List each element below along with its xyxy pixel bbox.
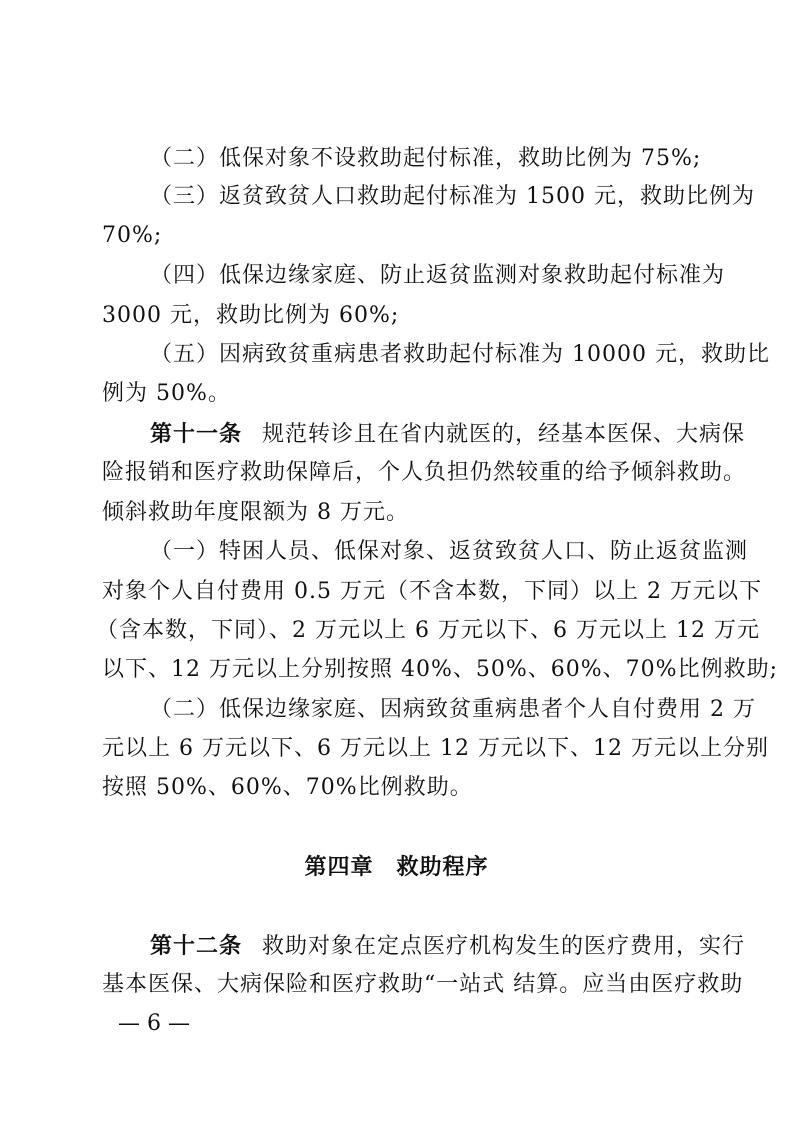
paragraph-line: 以下、12 万元以上分别按照 40%、50%、60%、70%比例救助; <box>102 657 778 682</box>
paragraph-line: 70%; <box>102 223 163 248</box>
article-11-title: 第十一条 <box>150 421 243 447</box>
paragraph-line: 元以上 6 万元以下、6 万元以上 12 万元以下、12 万元以上分别 <box>102 736 769 761</box>
paragraph-line: 对象个人自付费用 0.5 万元（不含本数，下同）以上 2 万元以下 <box>102 579 762 604</box>
article-12-line <box>0 932 793 961</box>
chapter-heading: 第四章 救助程序 <box>304 854 489 880</box>
paragraph-line: 3000 元，救助比例为 60%; <box>102 303 400 328</box>
paragraph-line: （一）特困人员、低保对象、返贫致贫人口、防止返贫监测 <box>150 539 749 564</box>
paragraph-line: （三）返贫致贫人口救助起付标准为 1500 元，救助比例为 <box>150 184 755 209</box>
paragraph-line: （二）低保对象不设救助起付标准，救助比例为 75%; <box>150 146 702 171</box>
paragraph-line: （含本数，下同）、2 万元以上 6 万元以下、6 万元以上 12 万元 <box>96 618 760 643</box>
paragraph-line: 险报销和医疗救助保障后，个人负担仍然较重的给予倾斜救助。 <box>102 460 747 485</box>
article-11-line <box>0 420 793 449</box>
paragraph-line: （五）因病致贫重病患者救助起付标准为 10000 元，救助比 <box>150 342 770 367</box>
paragraph-line: 按照 50%、60%、70%比例救助。 <box>102 775 473 800</box>
paragraph-line: 基本医保、大病保险和医疗救助“一站式 结算。应当由医疗救助 <box>102 972 744 997</box>
paragraph-line: （四）低保边缘家庭、防止返贫监测对象救助起付标准为 <box>150 263 726 288</box>
paragraph-line: 倾斜救助年度限额为 8 万元。 <box>102 500 409 525</box>
article-12-text: 救助对象在定点医疗机构发生的医疗费用，实行 <box>262 934 746 959</box>
paragraph-line: 例为 50%。 <box>102 381 231 406</box>
article-12-title: 第十二条 <box>150 933 243 959</box>
paragraph-line: （二）低保边缘家庭、因病致贫重病患者个人自付费用 2 万 <box>150 697 756 722</box>
page-number: — 6 — <box>118 1011 190 1036</box>
article-11-text: 规范转诊且在省内就医的，经基本医保、大病保 <box>262 422 746 447</box>
